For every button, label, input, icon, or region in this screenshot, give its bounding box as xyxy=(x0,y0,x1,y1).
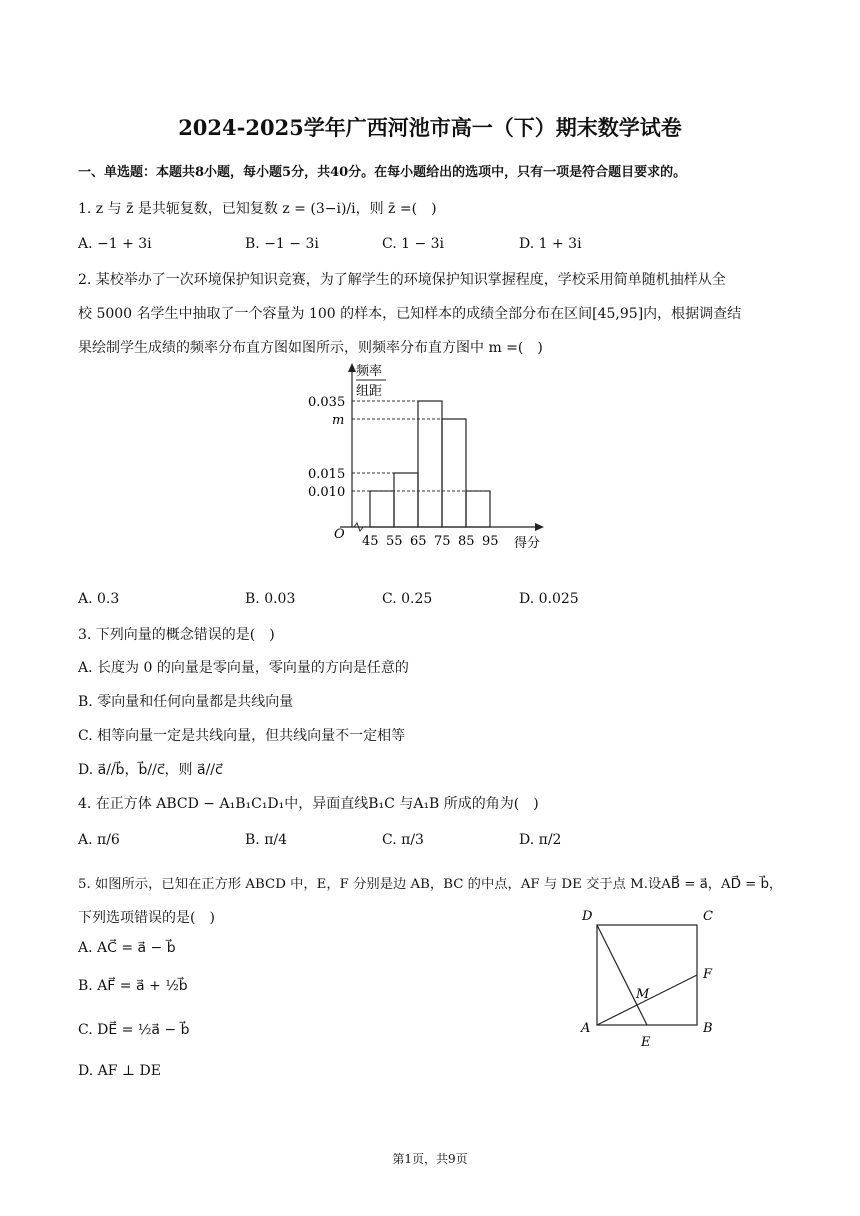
segment-de xyxy=(597,925,647,1025)
x-axis-label: 得分 xyxy=(514,536,541,551)
x-tick-label: 75 xyxy=(434,534,451,549)
y-tick-label: m xyxy=(332,413,345,428)
q4-option-d: D. π/2 xyxy=(519,832,562,848)
q5-option-a: A. AC⃗ = a⃗ − b⃗ xyxy=(78,940,176,956)
label-m: M xyxy=(636,987,650,1002)
label-e: E xyxy=(641,1035,651,1050)
x-tick-label: 95 xyxy=(482,534,499,549)
y-label-top: 频率 xyxy=(356,364,383,379)
question-4-stem: 4. 在正方体 ABCD − A₁B₁C₁D₁中，异面直线B₁C 与A₁B 所成的角为( ) xyxy=(78,796,539,812)
x-tick-label: 65 xyxy=(410,534,427,549)
question-1-stem: 1. z 与 z̄ 是共轭复数，已知复数 z = (3−i)/i，则 z̄ =( ) xyxy=(78,201,437,217)
y-tick-label: 0.010 xyxy=(308,485,346,500)
square-figure xyxy=(572,900,732,1055)
q3-option-b: B. 零向量和任何向量都是共线向量 xyxy=(78,694,294,710)
question-3-stem: 3. 下列向量的概念错误的是( ) xyxy=(78,627,275,643)
q3-option-a: A. 长度为 0 的向量是零向量，零向量的方向是任意的 xyxy=(78,660,409,676)
x-axis-arrow xyxy=(535,523,544,531)
question-5-line-2: 下列选项错误的是( ) xyxy=(78,910,215,926)
q2-option-a: A. 0.3 xyxy=(78,591,120,607)
q2-option-b: B. 0.03 xyxy=(245,591,296,607)
origin-label: O xyxy=(334,527,345,542)
label-b: B xyxy=(703,1021,713,1036)
y-tick-label: 0.015 xyxy=(308,467,346,482)
q2-option-d: D. 0.025 xyxy=(519,591,579,607)
question-2-line-3: 果绘制学生成绩的频率分布直方图如图所示，则频率分布直方图中 m =( ) xyxy=(78,340,543,356)
q5-option-c: C. DE⃗ = ½a⃗ − b⃗ xyxy=(78,1022,190,1038)
y-axis-arrow xyxy=(348,363,356,372)
histogram-bar xyxy=(370,491,394,527)
x-tick-label: 45 xyxy=(362,534,379,549)
x-tick-label: 55 xyxy=(386,534,403,549)
q5-option-b: B. AF⃗ = a⃗ + ½b⃗ xyxy=(78,978,188,994)
q4-option-c: C. π/3 xyxy=(382,832,424,848)
q1-option-b: B. −1 − 3i xyxy=(245,236,319,252)
histogram-bar xyxy=(418,401,442,527)
histogram-bar xyxy=(466,491,490,527)
histogram-bar xyxy=(442,419,466,527)
q1-option-c: C. 1 − 3i xyxy=(382,236,445,252)
square-abcd xyxy=(597,925,697,1025)
label-f: F xyxy=(703,967,713,982)
label-c: C xyxy=(703,909,713,924)
page-footer: 第1页，共9页 xyxy=(392,1152,468,1166)
q2-option-c: C. 0.25 xyxy=(382,591,433,607)
q4-option-b: B. π/4 xyxy=(245,832,288,848)
label-a: A xyxy=(581,1021,591,1036)
x-tick-label: 85 xyxy=(458,534,475,549)
histogram-chart xyxy=(300,355,560,555)
q3-option-d: D. a⃗//b⃗，b⃗//c⃗，则 a⃗//c⃗ xyxy=(78,762,223,778)
question-2-line-1: 2. 某校举办了一次环境保护知识竞赛，为了解学生的环境保护知识掌握程度，学校采用简单随机抽样从全 xyxy=(78,272,726,288)
page-title: 2024-2025学年广西河池市高一（下）期末数学试卷 xyxy=(178,115,682,140)
question-2-line-2: 校 5000 名学生中抽取了一个容量为 100 的样本，已知样本的成绩全部分布在区间[45,95]内，根据调查结 xyxy=(78,306,742,322)
q1-option-a: A. −1 + 3i xyxy=(78,236,152,252)
q4-option-a: A. π/6 xyxy=(78,832,120,848)
histogram-bar xyxy=(394,473,418,527)
q5-option-d: D. AF ⊥ DE xyxy=(78,1063,161,1079)
label-d: D xyxy=(582,909,593,924)
question-5-line-1: 5. 如图所示，已知在正方形 ABCD 中，E，F 分别是边 AB，BC 的中点，AF 与 DE 交于点 M.设AB⃗ = a⃗，AD⃗ = b⃗， xyxy=(78,877,783,892)
section-heading: 一、单选题：本题共8小题，每小题5分，共40分。在每小题给出的选项中，只有一项是符合题目要求的。 xyxy=(78,165,687,180)
q3-option-c: C. 相等向量一定是共线向量，但共线向量不一定相等 xyxy=(78,728,406,744)
q1-option-d: D. 1 + 3i xyxy=(519,236,582,252)
y-tick-label: 0.035 xyxy=(308,395,346,410)
y-label-bottom: 组距 xyxy=(356,384,383,399)
